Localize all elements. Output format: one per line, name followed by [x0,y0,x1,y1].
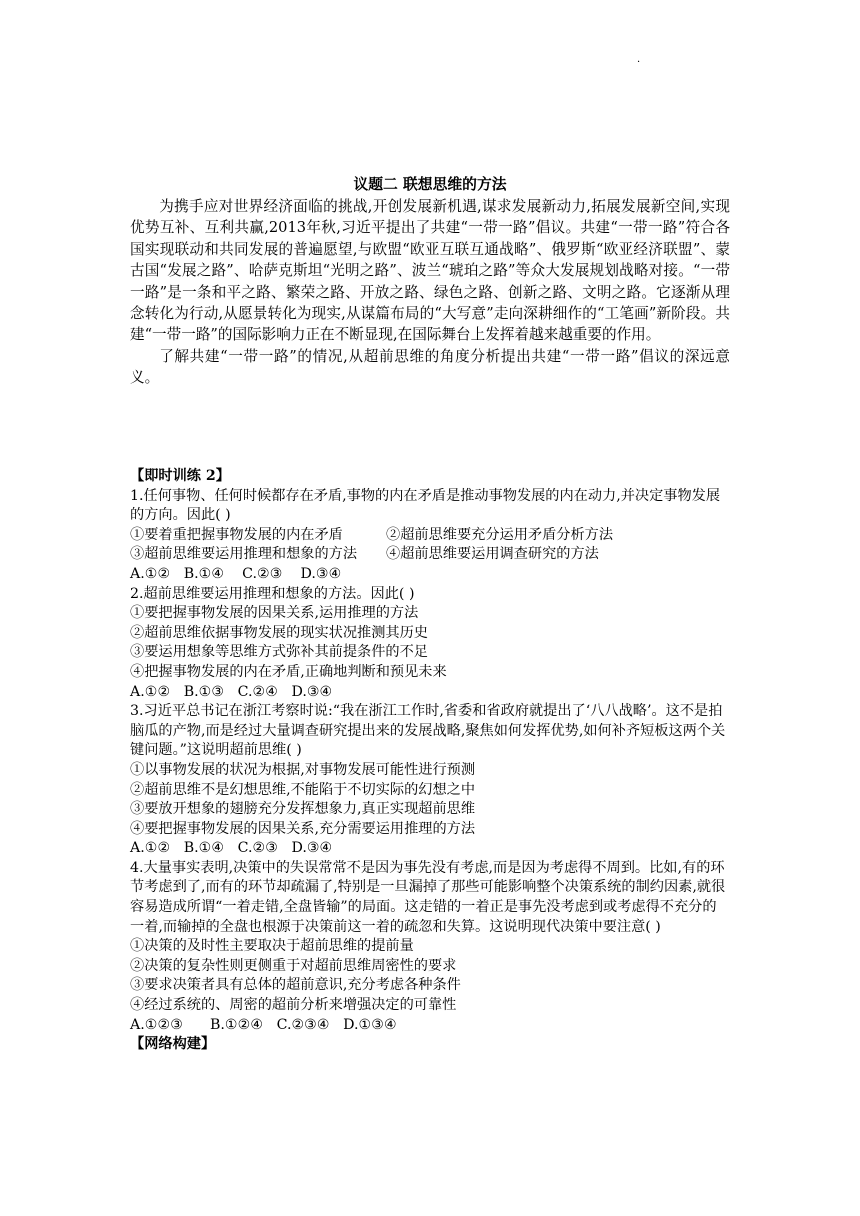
topic-body [130,196,730,389]
topic-title: 议题二 联想思维的方法 [353,176,507,193]
question-4-option-4: ④经过系统的、周密的超前分析来增强决定的可靠性 [130,997,457,1014]
question-4-stem: 4.大量事实表明,决策中的失误常常不是因为事先没有考虑,而是因为考虑得不周到。比如,有的环节考虑到了,而有的环节却疏漏了,特别是一旦漏掉了那些可能影响整个决策系统的制约因素,就很容易造成所谓“一着走错,全盘皆输”的局面。这走错的一着正是事先没考虑到或考虑得不充分的一着,而输掉的全盘也根源于决策前这一着的疏忽和失算。这说明现代决策中要注意( ) [130,859,726,935]
question-3-option-4: ④要把握事物发展的因果关系,充分需要运用推理的方法 [130,820,476,837]
question-1-options-row-1 [130,526,730,546]
question-4-answers: A.①②③ B.①②④ C.②③④ D.①③④ [130,1016,397,1033]
question-1-option-1: ①要着重把握事物发展的内在矛盾 [130,526,343,543]
training-heading: 【即时训练 2】 [130,468,230,484]
question-1-option-4: ④超前思维要运用调查研究的方法 [386,546,599,563]
question-2-answers: A.①② B.①③ C.②④ D.③④ [130,683,333,700]
question-3 [130,702,730,859]
question-1-stem: 1.任何事物、任何时候都存在矛盾,事物的内在矛盾是推动事物发展的内在动力,并决定事物发展的方向。因此( ) [130,487,721,524]
question-2-stem: 2.超前思维要运用推理和想象的方法。因此( ) [130,585,415,602]
question-1-option-3: ③超前思维要运用推理和想象的方法 [130,546,358,563]
question-1-answers: A.①② B.①④ C.②③ D.③④ [130,565,342,582]
network-heading: 【网络构建】 [130,1036,216,1053]
question-3-option-3: ③要放开想象的翅膀充分发挥想象力,真正实现超前思维 [130,801,476,818]
question-3-option-2: ②超前思维不是幻想思维,不能陷于不切实际的幻想之中 [130,781,476,798]
question-2 [130,585,730,703]
question-4-option-2: ②决策的复杂性则更侧重于对超前思维周密性的要求 [130,957,457,974]
question-2-option-2: ②超前思维依据事物发展的现实状况推测其历史 [130,624,428,641]
question-3-stem: 3.习近平总书记在浙江考察时说:“我在浙江工作时,省委和省政府就提出了‘八八战略’。这不是拍脑瓜的产物,而是经过大量调查研究提出来的发展战略,聚焦如何发挥优势,如何补齐短板这两个关键问题。”这说明超前思维( ) [130,703,726,759]
question-4-option-3: ③要求决策者具有总体的超前意识,充分考虑各种条件 [130,977,461,994]
question-3-option-1: ①以事物发展的状况为根据,对事物发展可能性进行预测 [130,761,476,778]
question-1-option-2: ②超前思维要充分运用矛盾分析方法 [386,526,614,543]
topic-paragraph-1: 为携手应对世界经济面临的挑战,开创发展新机遇,谋求发展新动力,拓展发展新空间,实现优势互补、互利共赢,2013年秋,习近平提出了共建“一带一路”倡议。共建“一带一路”符合各国实现联动和共同发展的普遍愿望,与欧盟“欧亚互联互通战略”、俄罗斯“欧亚经济联盟”、蒙古国“发展之路”、哈萨克斯坦“光明之路”、波兰“琥珀之路”等众大发展规划战略对接。“一带一路”是一条和平之路、繁荣之路、开放之路、绿色之路、创新之路、文明之路。它逐渐从理念转化为行动,从愿景转化为现实,从谋篇布局的“大写意”走向深耕细作的“工笔画”新阶段。共建“一带一路”的国际影响力正在不断显现,在国际舞台上发挥着越来越重要的作用。 [130,198,730,344]
question-4-option-1: ①决策的及时性主要取决于超前思维的提前量 [130,938,414,955]
question-2-option-3: ③要运用想象等思维方式弥补其前提条件的不足 [130,644,428,661]
training-section [130,467,730,1055]
question-1 [130,487,730,585]
question-4 [130,859,730,1035]
question-2-option-4: ④把握事物发展的内在矛盾,正确地判断和预见未来 [130,663,447,680]
question-1-options-row-2 [130,545,730,565]
header-dot: · [637,57,641,68]
topic-paragraph-2: 了解共建“一带一路”的情况,从超前思维的角度分析提出共建“一带一路”倡议的深远意义。 [130,347,730,387]
question-2-option-1: ①要把握事物发展的因果关系,运用推理的方法 [130,605,419,622]
question-3-answers: A.①② B.①④ C.②③ D.③④ [130,840,333,857]
